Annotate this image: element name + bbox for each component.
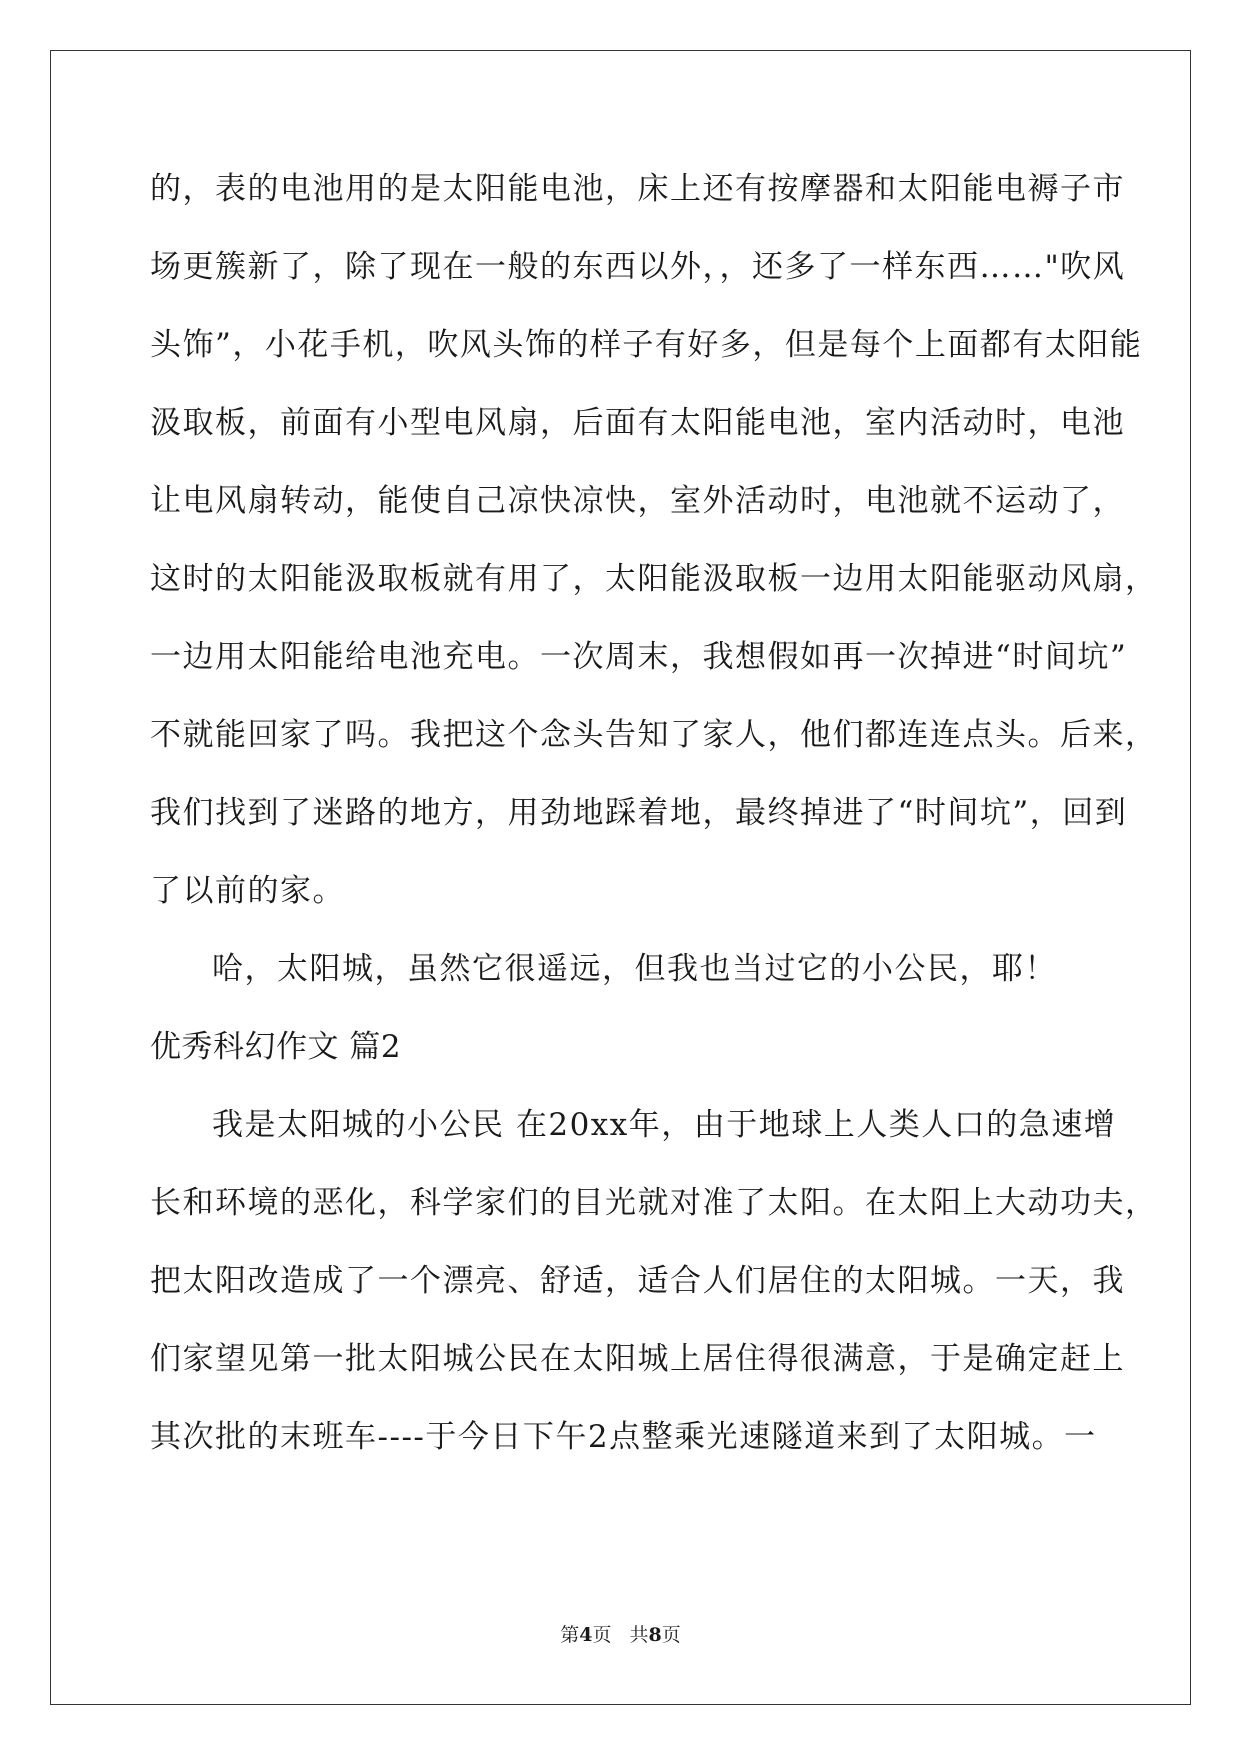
text-line: 我们找到了迷路的地方，用劲地踩着地，最终掉进了“时间坑”，回到	[150, 795, 1128, 831]
text-line: 我是太阳城的小公民 在20xx年，由于地球上人类人口的急速增	[212, 1107, 1117, 1143]
text-line: 不就能回家了吗。我把这个念头告知了家人，他们都连连点头。后来，	[150, 717, 1158, 753]
text-line: 这时的太阳能汲取板就有用了，太阳能汲取板一边用太阳能驱动风扇，	[150, 561, 1158, 597]
text-line: 汲取板，前面有小型电风扇，后面有太阳能电池，室内活动时，电池	[150, 405, 1125, 441]
document-body	[150, 163, 1158, 1489]
text-line: 了以前的家。	[150, 873, 345, 909]
text-line: 们家望见第一批太阳城公民在太阳城上居住得很满意，于是确定赶上	[150, 1341, 1125, 1377]
current-page-number: 4	[579, 1624, 593, 1646]
footer-prefix: 第	[560, 1624, 580, 1646]
text-line: 的，表的电池用的是太阳能电池，床上还有按摩器和太阳能电褥子市	[150, 171, 1125, 207]
text-line: 头饰”，小花手机，吹风头饰的样子有好多，但是每个上面都有太阳能	[150, 327, 1143, 363]
footer-total-unit: 页	[661, 1624, 681, 1646]
text-line: 一边用太阳能给电池充电。一次周末，我想假如再一次掉进“时间坑”	[150, 639, 1128, 675]
footer-total-prefix: 共	[629, 1624, 649, 1646]
page-footer	[0, 1620, 1241, 1647]
text-line: 把太阳改造成了一个漂亮、舒适，适合人们居住的太阳城。一天，我	[150, 1263, 1125, 1299]
text-line: 哈，太阳城，虽然它很遥远，但我也当过它的小公民，耶！	[212, 951, 1057, 987]
text-line: 其次批的末班车----于今日下午2点整乘光速隧道来到了太阳城。一	[150, 1419, 1097, 1455]
section-heading: 优秀科幻作文 篇2	[150, 1029, 402, 1065]
text-line: 长和环境的恶化，科学家们的目光就对准了太阳。在太阳上大动功夫，	[150, 1185, 1158, 1221]
text-line: 场更簇新了，除了现在一般的东西以外，，还多了一样东西……"吹风	[150, 249, 1126, 285]
total-page-number: 8	[648, 1624, 662, 1646]
text-line: 让电风扇转动，能使自己凉快凉快，室外活动时，电池就不运动了，	[150, 483, 1125, 519]
footer-page-unit: 页	[592, 1624, 612, 1646]
